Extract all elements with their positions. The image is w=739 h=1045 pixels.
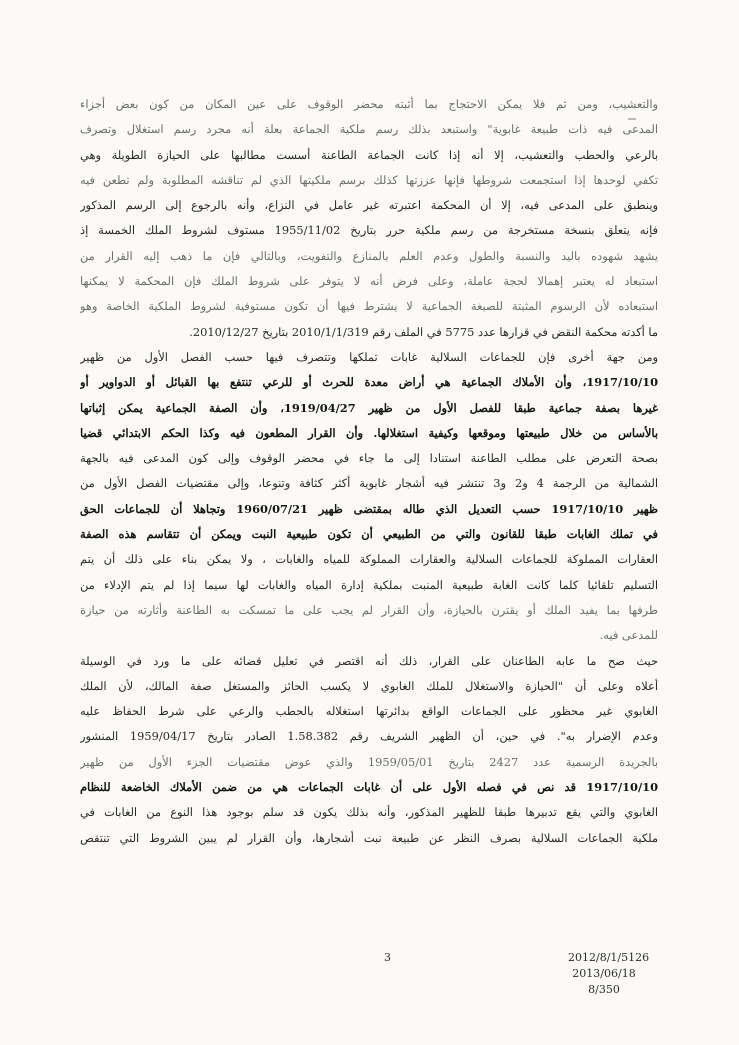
paragraph-2 xyxy=(80,345,658,649)
text-line: طرفها بما يفيد الملك أو يقترن بالحيازة، وأن القرار لم يجب على ما تمسكت به الطاعنة وأثارته من حيازة xyxy=(80,602,658,617)
text-line: حيث صح ما عابه الطاعنان على القرار، ذلك أنه اقتصر في تعليل قضائه على ما ورد في الوسيلة xyxy=(80,653,658,668)
text-line: تكفي لوحدها إذا استجمعت شروطها فإنها عززتها كذلك برسم ملكيتها الذي لم تناقشه المطلوبة ولم تطعن فيه xyxy=(80,172,658,187)
text-line: للمدعى فيه. xyxy=(599,628,658,643)
text-line: في تملك الغابات طبقا للقانون والتي من الطبيعي أن تكون طبيعية النبت ويمكن أن تتقاسم هذه الصفة xyxy=(80,527,658,542)
text-line: غيرها بصفة جماعية طبقا للفصل الأول من ظهير 1919/04/27، وأن الصفة الجماعية يمكن إثباتها xyxy=(80,400,658,415)
text-line: يشهد شهوده باليد والنسبة والطول وعدم العلم بالمنازع والتفويت، وبالتالي فإن ما ذهب إليه القرار من xyxy=(80,248,658,263)
decision-number: 8/350 xyxy=(588,983,620,996)
text-line: بالجريدة الرسمية عدد 2427 بتاريخ 1959/05/01 والذي عوض مقتضيات الجزء الأول من ظهير xyxy=(80,754,658,769)
page-number: 3 xyxy=(384,951,391,964)
text-line: وينطبق على المدعى فيه، إلا أن المحكمة اعتبرته غير عامل في النزاع، وأنه بالرجوع إلى الرسم المذكور xyxy=(80,198,658,213)
document-body xyxy=(80,92,658,851)
text-line: وعدم الإضرار به". في حين، أن الظهير الشريف رقم 1.58.382 الصادر بتاريخ 1959/04/17 المنشور xyxy=(80,729,658,744)
text-line: المدعى فيه ذات طبيعة غابوية" واستبعد بذلك رسم ملكية الجماعة بعلة أنه مجرد رسم استغلال وتصرف xyxy=(80,122,658,137)
paragraph-3 xyxy=(80,649,658,851)
text-line: والتعشيب، ومن ثم فلا يمكن الاحتجاج بما أثبته محضر الوقوف على عين المكان من كون بعض أجزاء xyxy=(80,97,658,111)
text-line: العقارات المملوكة للجماعات السلالية والعقارات المملوكة للمياه والغابات ، ولا يمكن بناء على ذلك أن يتم xyxy=(80,552,658,567)
text-line: فإنه يتعلق بنسخة مستخرجة من رسم ملكية حرر بتاريخ 1955/11/02 مستوف لشروط الملك الخمسة إذ xyxy=(80,223,658,238)
reference-block xyxy=(568,950,650,998)
text-line: ما أكدته محكمة النقض في قرارها عدد 5775 في الملف رقم 2010/1/1/319 بتاريخ 2010/12/27. xyxy=(189,324,658,339)
text-line: بالأساس من خلال طبيعتها وموقعها وكيفية استغلالها. وأن القرار المطعون فيه وكذا الحكم الابتدائي قضيا xyxy=(80,425,658,440)
decision-date: 2013/06/18 xyxy=(572,967,636,980)
text-line: 1917/10/10 قد نص في فصله الأول على أن غابات الجماعات هي من ضمن الأملاك الخاضعة للنظام xyxy=(80,780,658,795)
file-number: 2012/8/1/5126 xyxy=(568,951,650,964)
paragraph-1 xyxy=(80,92,658,345)
text-line: الشمالية من الرجمة 4 و2 و3 تنتشر فيه أشجار غابوية أكثر كثافة وتنوعا، وإلى مقتضيات الفصل الأول من xyxy=(80,476,658,491)
text-line: استبعاده لأن الرسوم المثبتة للصبغة الجماعية لا يشترط فيها أن تكون مستوفية لشروط الملكية الخاصة وهو xyxy=(80,299,658,314)
text-line: أعلاه وعلى أن "الحيازة والاستغلال للملك الغابوي لا يكسب الحائز والمستغل صفة المالك، لأن الملك xyxy=(80,678,658,693)
text-line: 1917/10/10، وأن الأملاك الجماعية هي أراض معدة للحرث أو للرعي تنتفع بها القبائل أو الدواوير أو xyxy=(80,375,658,390)
text-line: ملكية الجماعات السلالية بصرف النظر عن طبيعة نبت أشجارها، وأن القرار لم يبين الشروط التي تنتقص xyxy=(80,830,658,845)
text-line: الغابوي والتي يقع تدبيرها طبقا للظهير المذكور، وأنه بذلك يكون قد سلم بوجود هذا النوع من الغابات في xyxy=(80,805,658,820)
text-line: بالرعي والحطب والتعشيب، إلا أنه إذا كانت الجماعة الطاعنة أسست مطالبها على الحيازة الطويلة وهي xyxy=(80,147,658,162)
text-line: التسليم تلقائيا كلما كانت الغابة طبيعية المنبت بملكية إدارة المياه والغابات لها سيما إذا لم يتم الإدلاء من xyxy=(80,577,658,592)
text-line: ظهير 1917/10/10 حسب التعديل الذي طاله بمقتضى ظهير 1960/07/21 وتجاهلا أن للجماعات الحق xyxy=(80,501,658,516)
text-line: استبعاد له يعتبر إهمالا لحجة عاملة، وعلى فرض أنه لا يتوفر على شروط الملك فإن المحكمة لا يمكنها xyxy=(80,274,658,289)
text-line: بصحة التعرض على مطلب الطاعنة استنادا إلى ما جاء في محضر الوقوف وإلى كون المدعى فيه بالجهة xyxy=(80,451,658,466)
text-line: ومن جهة أخرى فإن للجماعات السلالية غابات تملكها وتتصرف فيها حسب الفصل الأول من ظهير xyxy=(80,349,658,364)
text-line: الغابوي غير محظور على الجماعات الواقع بدائرتها استغلاله بالحطب والرعي على شرط الحفاظ عليه xyxy=(80,704,658,719)
